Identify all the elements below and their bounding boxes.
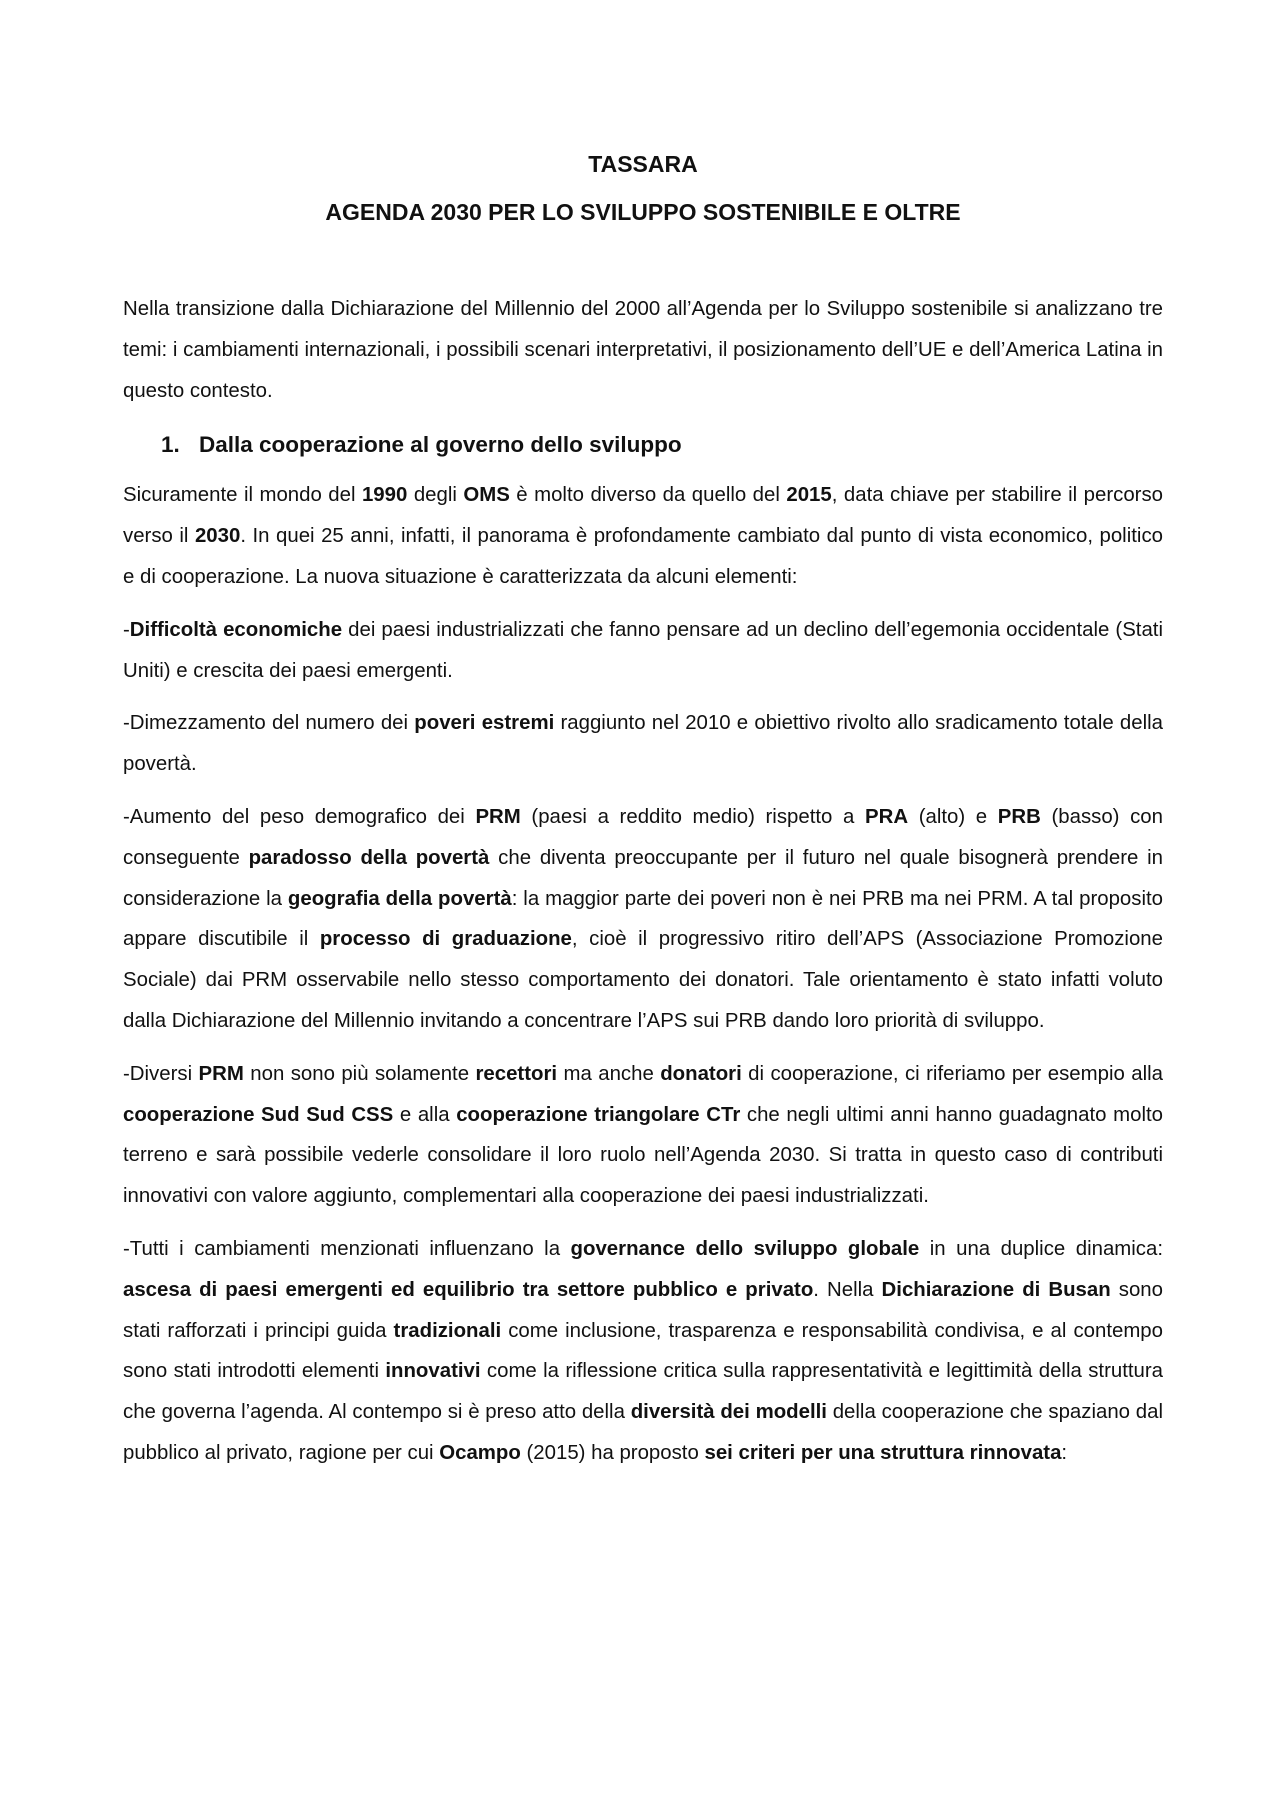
bold-run: poveri estremi	[414, 712, 555, 735]
paragraph-5	[123, 1054, 1163, 1217]
text-run: è molto diverso da quello del	[509, 484, 787, 507]
text-run: della cooperazione che spaziano dal pubblico al privato, ragione per cui	[123, 1401, 1163, 1464]
text-run: (paesi a reddito medio) rispetto a	[520, 805, 865, 828]
section-number: 1.	[161, 432, 180, 458]
bold-run: Dichiarazione di Busan	[881, 1278, 1111, 1301]
bold-run: innovativi	[385, 1360, 481, 1383]
bold-run: PRM	[475, 805, 521, 828]
bold-run: 1990	[361, 484, 408, 507]
text-run: -	[123, 618, 130, 641]
bold-run: geografia della povertà	[287, 887, 512, 910]
text-run: . In quei 25 anni, infatti, il panorama è profondamente cambiato dal punto di vista economico, politico e di cooperazione. La nuova situazione è caratterizzata da alcuni elementi:	[123, 525, 1163, 588]
bold-run: governance dello sviluppo globale	[570, 1237, 920, 1260]
bold-run: ascesa di paesi emergenti ed equilibrio tra settore pubblico e privato	[123, 1278, 814, 1301]
text-run: non sono più solamente	[243, 1062, 476, 1085]
text-run: -Aumento del peso demografico dei	[123, 805, 476, 828]
text-run: . Nella	[813, 1278, 882, 1301]
text-run: ma anche	[557, 1062, 661, 1085]
document-subtitle: AGENDA 2030 PER LO SVILUPPO SOSTENIBILE E OLTRE	[325, 199, 961, 225]
bold-run: cooperazione Sud Sud CSS	[123, 1103, 394, 1126]
text-run: e alla	[393, 1103, 457, 1126]
paragraph-4	[123, 797, 1163, 1042]
section-title: Dalla cooperazione al governo dello sviluppo	[199, 432, 682, 458]
text-run: :	[1061, 1441, 1068, 1464]
bold-run: processo di graduazione	[319, 928, 572, 951]
text-run: in una duplice dinamica:	[919, 1237, 1164, 1260]
bold-run: Difficoltà economiche	[129, 618, 343, 641]
text-run: come inclusione, trasparenza e responsabilità condivisa, e al contempo sono stati introdotti elementi	[123, 1319, 1163, 1383]
text-run: che negli ultimi anni hanno guadagnato molto terreno e sarà possibile vederle consolidare il loro ruolo nell’Agenda 2030. Si tratta in questo caso di contributi innovativi con valore aggiunto, complementari alla cooperazione dei paesi industrializzati.	[123, 1103, 1163, 1208]
text-run: (alto) e	[908, 805, 998, 828]
text-run: degli	[407, 484, 464, 507]
document-body	[123, 150, 1163, 1474]
bold-run: diversità dei modelli	[630, 1401, 827, 1424]
bold-run: 2015	[786, 484, 832, 507]
text-run: -Dimezzamento del numero dei	[123, 712, 415, 735]
bold-run: 2030	[194, 525, 241, 548]
text-run: -Tutti i cambiamenti menzionati influenzano la	[123, 1237, 571, 1260]
bold-run: cooperazione triangolare CTr	[456, 1103, 741, 1126]
bold-run: tradizionali	[393, 1319, 502, 1342]
intro-paragraph: Nella transizione dalla Dichiarazione del Millennio del 2000 all’Agenda per lo Sviluppo sostenibile si analizzano tre temi: i cambiamenti internazionali, i possibili scenari interpretativi, il posizionamento dell’UE e dell’America Latina in questo contesto.	[123, 298, 1163, 402]
bold-run: PRM	[198, 1062, 244, 1085]
document-title: TASSARA	[588, 151, 698, 177]
bold-run: OMS	[463, 484, 510, 507]
text-run: di cooperazione, ci riferiamo per esempio alla	[741, 1062, 1163, 1085]
bold-run: Ocampo	[439, 1441, 521, 1464]
bold-run: PRB	[997, 805, 1041, 828]
text-run: Sicuramente il mondo del	[123, 484, 362, 507]
text-run: -Diversi	[123, 1062, 199, 1085]
paragraph-6	[123, 1229, 1163, 1474]
text-run: , cioè il progressivo ritiro dell’APS (Associazione Promozione Sociale) dai PRM osservabile nello stesso comportamento dei donatori. Tale orientamento è stato infatti voluto dalla Dichiarazione del Millennio invitando a concentrare l’APS sui PRB dando loro priorità di sviluppo.	[123, 928, 1163, 1032]
bold-run: PRA	[865, 805, 909, 828]
text-run: sono stati rafforzati i principi guida	[123, 1278, 1163, 1342]
text-run: che diventa preoccupante per il futuro nel quale bisognerà prendere in considerazione la	[123, 846, 1163, 910]
text-run: , data chiave per stabilire il percorso verso il	[123, 484, 1163, 548]
paragraph-2	[123, 610, 1163, 692]
text-run: (2015) ha proposto	[520, 1441, 705, 1464]
section-heading	[123, 425, 1163, 465]
bold-run: sei criteri per una struttura rinnovata	[704, 1441, 1062, 1464]
paragraph-3	[123, 703, 1163, 785]
text-run: raggiunto nel 2010 e obiettivo rivolto allo sradicamento totale della povertà.	[123, 712, 1164, 776]
text-run: : la maggior parte dei poveri non è nei PRB ma nei PRM. A tal proposito appare discutibile il	[123, 887, 1163, 951]
text-run: (basso) con conseguente	[123, 805, 1163, 869]
text-run: dei paesi industrializzati che fanno pensare ad un declino dell’egemonia occidentale (Stati Uniti) e crescita dei paesi emergenti.	[123, 618, 1163, 682]
bold-run: recettori	[475, 1062, 558, 1085]
bold-run: donatori	[660, 1062, 742, 1085]
text-run: come la riflessione critica sulla rappresentatività e legittimità della struttura che governa l’agenda. Al contempo si è preso atto della	[123, 1360, 1163, 1424]
paragraph-1	[123, 475, 1163, 597]
bold-run: paradosso della povertà	[248, 846, 490, 869]
